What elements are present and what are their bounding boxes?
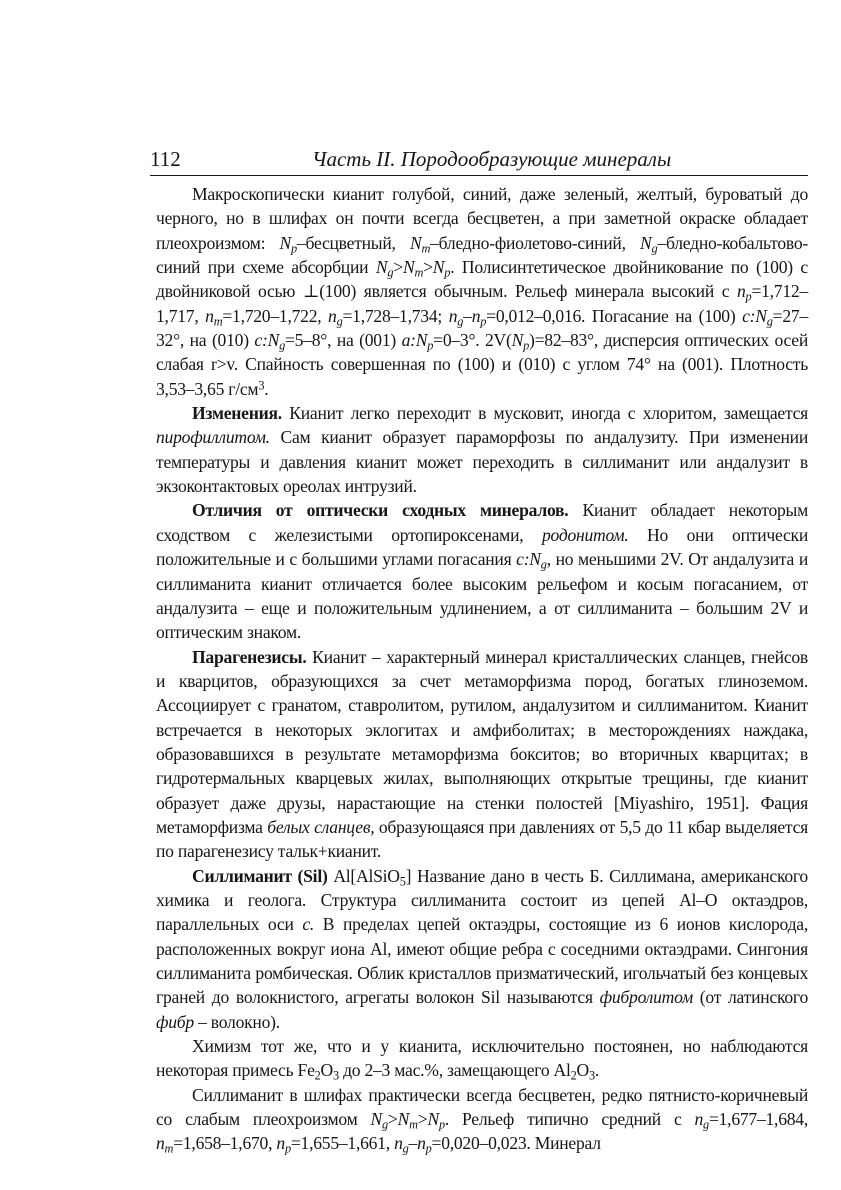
paragraph-distinctions: Отличия от оптически сходных минералов. Кианит обладает некоторым сходством с железистыми ортопироксенами, родонитом. Но они оптически положительные и с большими углами погасания $c:N_g$, но меньшими 2V. От андалузита и силлиманита кианит отличается более высоким рельефом и косым погасанием, от андалузита – еще и положительным удлинением, а от силлиманита – большим 2V и оптическим знаком.: [156, 500, 808, 643]
section-heading-parageneses: Парагенезисы.: [192, 646, 307, 667]
paragraph-chemistry: Химизм тот же, что и у кианита, исключительно постоянен, но наблюдаются некоторая примесь $Fe_2O_3$ до 2–3 мас.%, замещающего $Al_2O_3$.: [156, 1036, 808, 1083]
section-heading-alterations: Изменения.: [192, 403, 282, 424]
paragraph-sillimanite-optics: Силлиманит в шлифах практически всегда бесцветен, редко пятнисто-коричневый со слабым плеохроизмом $N_g>N_m>N_p$. Рельеф типично средний с $n_g=1,677-1,684$, $n_m=1,658-1,670$, $n_p=1,655-1,661$, $n_g-n_p=0,020-0,023$. Минерал: [156, 1084, 808, 1156]
running-title: Часть II. Породообразующие минералы: [312, 147, 672, 171]
paragraph-parageneses: Парагенезисы. Кианит – характерный минерал кристаллических сланцев, гнейсов и кварцитов, образующихся за счет метаморфизма пород, богатых глиноземом. Ассоциирует с гранатом, ставролитом, рутилом, андалузитом и силлиманитом. Кианит встречается в некоторых эклогитах и амфиболитах; в месторождениях наждака, образовавшихся в результате метаморфизма бокситов; во вторичных кварцитах; в гидротермальных кварцевых жилах, выполняющих открытые трещины, где кианит образует даже друзы, нарастающие на стенки полостей [Miyashiro, 1951]. Фация метаморфизма белых сланцев, образующаяся при давлениях от 5,5 до 11 кбар выделяется по парагенезису тальк+кианит.: [156, 646, 808, 862]
body-text: [156, 182, 808, 1156]
page-number: 112: [150, 147, 181, 171]
section-heading-sillimanite: Силлиманит (Sil): [192, 865, 328, 886]
paragraph-sillimanite: Силлиманит (Sil) Al[AlSiO$_5$] Название дано в честь Б. Силлимана, американского химика и геолога. Структура силлиманита состоит из цепей Al–O октаэдров, параллельных оси c. В пределах цепей октаэдры, состоящие из 6 ионов кислорода, расположенных вокруг иона Al, имеют общие ребра с соседними октаэдрами. Сингония силлиманита ромбическая. Облик кристаллов призматический, игольчатый без концевых граней до волокнистого, агрегаты волокон Sil называются фибролитом (от латинского фибр – волокно).: [156, 865, 808, 1032]
section-heading-distinctions: Отличия от оптически сходных минералов.: [192, 500, 569, 521]
paragraph-alterations: Изменения. Кианит легко переходит в мусковит, иногда с хлоритом, замещается пирофиллитом. Сам кианит образует параморфозы по андалузиту. При изменении температуры и давления кианит может переходить в силлиманит или андалузит в экзоконтактовых ореолах интрузий.: [156, 403, 808, 497]
page-header: [150, 145, 808, 176]
paragraph-kyanite-optics: Макроскопически кианит голубой, синий, даже зеленый, желтый, буроватый до черного, но в шлифах он почти всегда бесцветен, а при заметной окраске обладает плеохроизмом: $N_p$–бесцветный, $N_m-бледно-фиолетово$-синий, $N_g-бледно-кобальтово$-синий при схеме абсорбции $N_g>N_m>N_p$. Полисинтетическое двойникование по (100) с двойниковой осью ⊥(100) является обычным. Рельеф минерала высокий с $n_p=1,712-1,717$, $n_m=1,720-1,722$, $n_g=1,728-1,734$; $n_g-n_p=0,012-0,016$. Погасание на (100) $c:N_g=27-32^\circ$, на (010) $c:N_g=5-8^\circ$, на (001) $a:N_p=0-3^\circ$. $2V(N_p)=82-83^\circ$, дисперсия оптических осей слабая r>v. Спайность совершенная по (100) и (010) с углом 74° на (001). Плотность 3,53–3,65 $г/см^3$.: [156, 184, 809, 399]
